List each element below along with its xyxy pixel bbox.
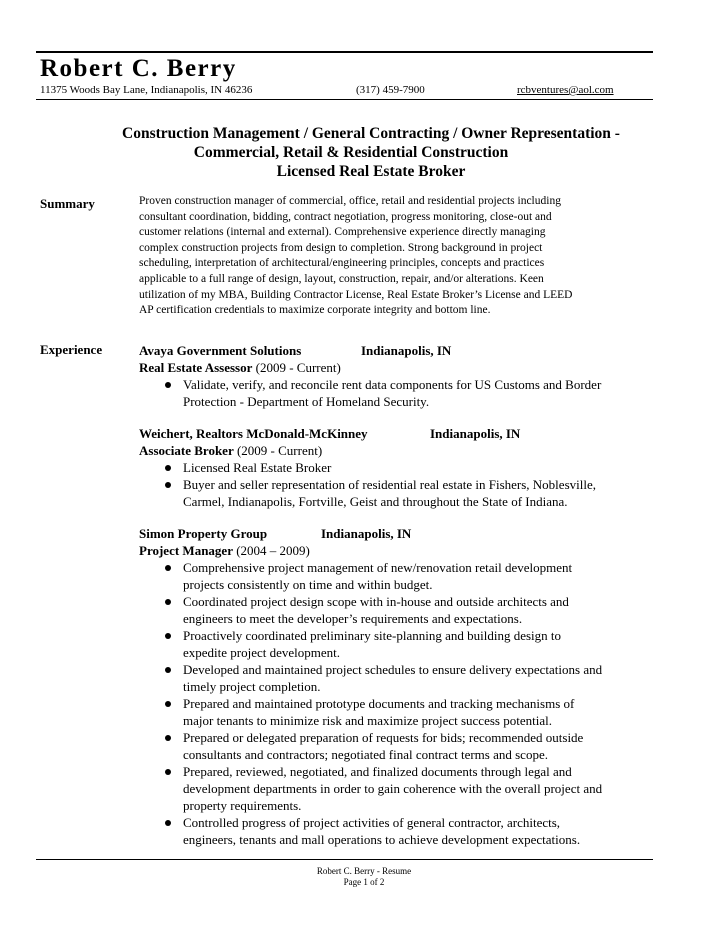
job-location: Indianapolis, IN [321, 526, 412, 541]
list-item [139, 814, 679, 848]
job-header [139, 425, 679, 442]
address: 11375 Woods Bay Lane, Indianapolis, IN 46236 [40, 84, 253, 96]
job-role [139, 542, 679, 559]
summary-line: AP certification credentials to maximize corporate integrity and bottom line. [139, 304, 491, 317]
list-item [139, 661, 679, 695]
job-dates: (2009 - Current) [236, 443, 323, 458]
bullet-dot-icon [165, 633, 171, 639]
email-link[interactable]: rcbventures@aol.com [517, 84, 614, 96]
bullet-line: Prepared, reviewed, negotiated, and finalized documents through legal and [183, 764, 572, 779]
headline-line: Construction Management / General Contracting / Owner Representation - [122, 125, 620, 142]
bullet-line: property requirements. [183, 798, 302, 813]
summary-line: customer relations (internal and external). Comprehensive experience directly managing [139, 226, 546, 239]
bullet-dot-icon [165, 565, 171, 571]
job-company: Avaya Government Solutions [139, 343, 302, 358]
list-item [139, 593, 679, 627]
page-number: Page 1 of 2 [343, 877, 385, 887]
contact-rule [36, 99, 653, 100]
list-item [139, 459, 679, 476]
job-role [139, 442, 679, 459]
candidate-name: Robert C. Berry [40, 55, 237, 82]
summary-line: complex construction projects from design to completion. Strong background in project [139, 241, 543, 254]
bullet-dot-icon [165, 701, 171, 707]
bullet-line: Comprehensive project management of new/renovation retail development [183, 560, 573, 575]
summary-text [139, 194, 649, 319]
list-item [139, 729, 679, 763]
job-title: Real Estate Assessor [139, 360, 253, 375]
bullet-line: development departments in order to gain coherence with the overall project and [183, 781, 603, 796]
job-header [139, 342, 679, 359]
headline-line: Commercial, Retail & Residential Construction [193, 144, 509, 161]
bullet-dot-icon [165, 769, 171, 775]
job-dates: (2004 – 2009) [236, 543, 310, 558]
bullet-line: engineers, tenants and mall operations to achieve development expectations. [183, 832, 581, 847]
bullet-dot-icon [165, 735, 171, 741]
job-entry [139, 525, 679, 848]
bullet-line: Proactively coordinated preliminary site-planning and building design to [183, 628, 561, 643]
list-item [139, 763, 679, 814]
job-title: Project Manager [139, 543, 233, 558]
summary-line: consultant coordination, bidding, contract negotiation, progress monitoring, close-out and [139, 210, 552, 223]
summary-line: scheduling, interpretation of architectural/engineering principles, concepts and practices [139, 257, 545, 270]
bullet-dot-icon [165, 482, 171, 488]
footer-title: Robert C. Berry - Resume [316, 866, 412, 876]
job-company: Weichert, Realtors McDonald-McKinney [139, 426, 368, 441]
page-footer [0, 866, 728, 888]
job-header [139, 525, 679, 542]
bullet-line: Prepared or delegated preparation of requests for bids; recommended outside [183, 730, 584, 745]
bullet-line: major tenants to minimize risk and maximize project success potential. [183, 713, 552, 728]
bullet-line: Coordinated project design scope with in-house and outside architects and [183, 594, 569, 609]
job-dates: (2009 - Current) [255, 360, 341, 375]
bullet-line: engineers to meet the developer’s requirements and expectations. [183, 611, 523, 626]
bullet-line: Prepared and maintained prototype documents and tracking mechanisms of [183, 696, 575, 711]
headline-line: Licensed Real Estate Broker [276, 163, 466, 180]
bullet-line: timely project completion. [183, 679, 321, 694]
summary-line: utilization of my MBA, Building Contractor License, Real Estate Broker’s License and LEED [139, 288, 573, 301]
bullet-dot-icon [165, 820, 171, 826]
bullet-line: consultants and contractors; negotiated final contract terms and scope. [183, 747, 548, 762]
headline [36, 124, 706, 181]
footer-rule [36, 859, 653, 860]
bullet-line: Licensed Real Estate Broker [183, 460, 332, 475]
bullet-line: expedite project development. [183, 645, 341, 660]
summary-line: applicable to a full range of design, layout, construction, repair, and/or alterations. Keen [139, 272, 544, 285]
bullet-line: Buyer and seller representation of residential real estate in Fishers, Noblesville, [183, 477, 596, 492]
summary-label: Summary [40, 196, 95, 211]
bullet-line: projects consistently on time and within budget. [183, 577, 433, 592]
bullet-line: Protection - Department of Homeland Security. [183, 394, 430, 409]
bullet-dot-icon [165, 382, 171, 388]
bullet-line: Controlled progress of project activities of general contractor, architects, [183, 815, 561, 830]
bullet-dot-icon [165, 465, 171, 471]
phone: (317) 459-7900 [356, 84, 425, 96]
list-item [139, 627, 679, 661]
summary-line: Proven construction manager of commercial, office, retail and residential projects including [139, 195, 561, 207]
job-title: Associate Broker [139, 443, 234, 458]
job-role [139, 359, 679, 376]
bullet-dot-icon [165, 667, 171, 673]
job-company: Simon Property Group [139, 526, 268, 541]
bullet-line: Carmel, Indianapolis, Fortville, Geist and throughout the State of Indiana. [183, 494, 568, 509]
bullet-dot-icon [165, 599, 171, 605]
list-item [139, 559, 679, 593]
experience-label: Experience [40, 342, 103, 357]
bullet-line: Developed and maintained project schedules to ensure delivery expectations and [183, 662, 603, 677]
list-item [139, 695, 679, 729]
experience-section [139, 342, 679, 863]
list-item [139, 476, 679, 510]
job-bullets [139, 376, 679, 410]
job-entry [139, 342, 679, 410]
job-location: Indianapolis, IN [361, 343, 452, 358]
job-entry [139, 425, 679, 510]
job-bullets [139, 459, 679, 510]
job-location: Indianapolis, IN [430, 426, 521, 441]
header-top-rule [36, 51, 653, 53]
bullet-line: Validate, verify, and reconcile rent data components for US Customs and Border [183, 377, 602, 392]
job-bullets [139, 559, 679, 848]
list-item [139, 376, 679, 410]
